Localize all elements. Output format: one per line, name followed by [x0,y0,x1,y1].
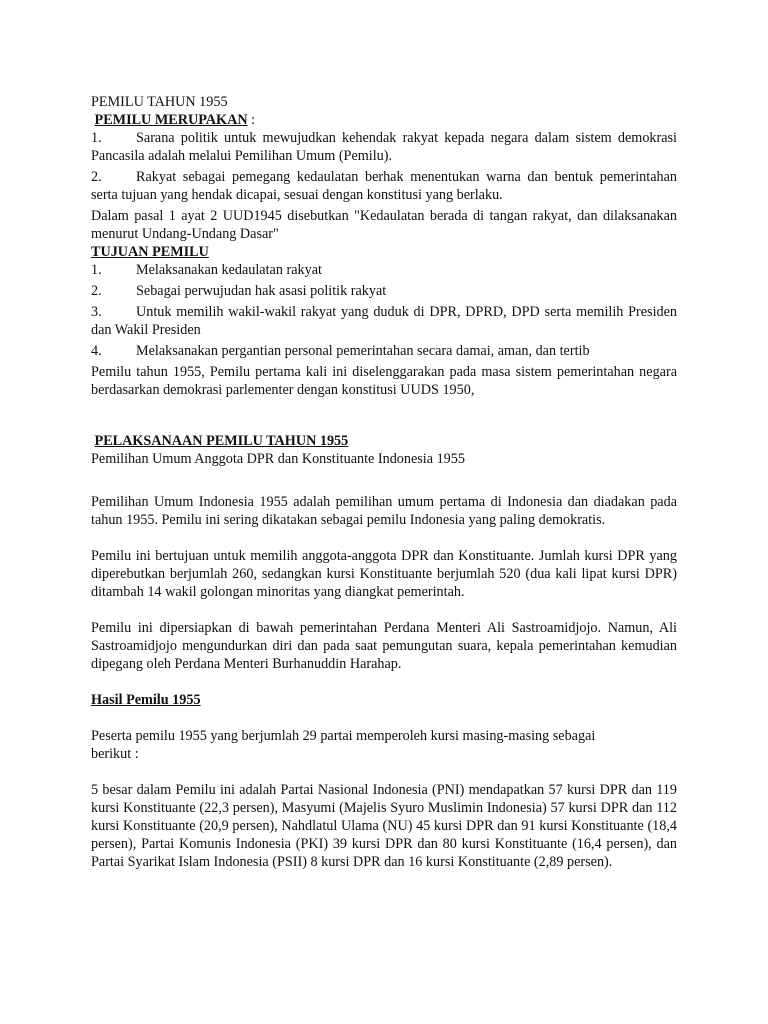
heading-text: PEMILU MERUPAKAN [94,112,248,128]
heading-suffix: : [247,112,256,128]
list-item [91,168,677,204]
section-heading-tujuan-pemilu [91,243,677,261]
list-text: Untuk memilih wakil-wakil rakyat yang duduk di DPR, DPRD, DPD serta memilih Presiden dan Wakil Presiden [91,304,677,338]
list-text: Sebagai perwujudan hak asasi politik rakyat [136,283,387,299]
results-intro-line1: Peserta pemilu 1955 yang berjumlah 29 partai memperoleh kursi masing-masing sebagai [91,728,596,744]
list-number: 2. [91,169,102,185]
list-item [91,303,677,339]
list-number: 3. [91,304,102,320]
document-page [91,93,677,871]
section-heading-pelaksanaan [91,432,677,450]
heading-text: Hasil Pemilu 1955 [91,692,201,708]
results-intro [91,727,677,763]
list-number: 1. [91,262,102,278]
list-number: 4. [91,343,102,359]
paragraph: Pemilu ini bertujuan untuk memilih anggota-anggota DPR dan Konstituante. Jumlah kursi DPR yang diperebutkan berjumlah 260, sedangkan kursi Konstituante berjumlah 520 (dua kali lipat kursi DPR) ditambah 14 wakil golongan minoritas yang diangkat pemerintah. [91,548,677,600]
list-item [91,261,677,279]
list-text: Melaksanakan pergantian personal pemerintahan secara damai, aman, dan tertib [136,343,590,359]
section-heading-pemilu-merupakan [91,111,677,129]
list-item [91,282,677,300]
heading-text: PELAKSANAAN PEMILU TAHUN 1955 [94,433,349,449]
list-item [91,342,677,360]
list-text: Melaksanakan kedaulatan rakyat [136,262,322,278]
results-intro-line2: berikut : [91,746,139,762]
constitution-note: Dalam pasal 1 ayat 2 UUD1945 disebutkan "Kedaulatan berada di tangan rakyat, dan dilaksanakan menurut Undang-Undang Dasar" [91,208,677,242]
list-item [91,129,677,165]
election-context-note: Pemilu tahun 1955, Pemilu pertama kali ini diselenggarakan pada masa sistem pemerintahan negara berdasarkan demokrasi parlementer dengan konstitusi UUDS 1950, [91,364,677,398]
list-text: Rakyat sebagai pemegang kedaulatan berhak menentukan warna dan bentuk pemerintahan serta tujuan yang hendak dicapai, sesuai dengan konstitusi yang berlaku. [91,169,677,203]
paragraph: Pemilihan Umum Indonesia 1955 adalah pemilihan umum pertama di Indonesia dan diadakan pada tahun 1955. Pemilu ini sering dikatakan sebagai pemilu Indonesia yang paling demokratis. [91,494,677,528]
section-heading-hasil-pemilu [91,691,677,709]
list-text: Sarana politik untuk mewujudkan kehendak rakyat kepada negara dalam sistem demokrasi Pancasila adalah melalui Pemilihan Umum (Pemilu). [91,130,677,164]
list-number: 2. [91,283,102,299]
results-paragraph: 5 besar dalam Pemilu ini adalah Partai Nasional Indonesia (PNI) mendapatkan 57 kursi DPR dan 119 kursi Konstituante (22,3 persen), Masyumi (Majelis Syuro Muslimin Indonesia) 57 kursi DPR dan 112 kursi Konstituante (20,9 persen), Nahdlatul Ulama (NU) 45 kursi DPR dan 91 kursi Konstituante (18,4 persen), Partai Komunis Indonesia (PKI) 39 kursi DPR dan 80 kursi Konstituante (16,4 persen), dan Partai Syarikat Islam Indonesia (PSII) 8 kursi DPR dan 16 kursi Konstituante (2,89 persen). [91,782,677,870]
paragraph: Pemilu ini dipersiapkan di bawah pemerintahan Perdana Menteri Ali Sastroamidjojo. Namun, Ali Sastroamidjojo mengundurkan diri dan pada saat pemungutan suara, kepala pemerintahan kemudian dipegang oleh Perdana Menteri Burhanuddin Harahap. [91,620,677,672]
list-number: 1. [91,130,102,146]
heading-text: TUJUAN PEMILU [91,244,209,260]
section-subtitle: Pemilihan Umum Anggota DPR dan Konstituante Indonesia 1955 [91,451,465,467]
document-title: PEMILU TAHUN 1955 [91,94,228,110]
